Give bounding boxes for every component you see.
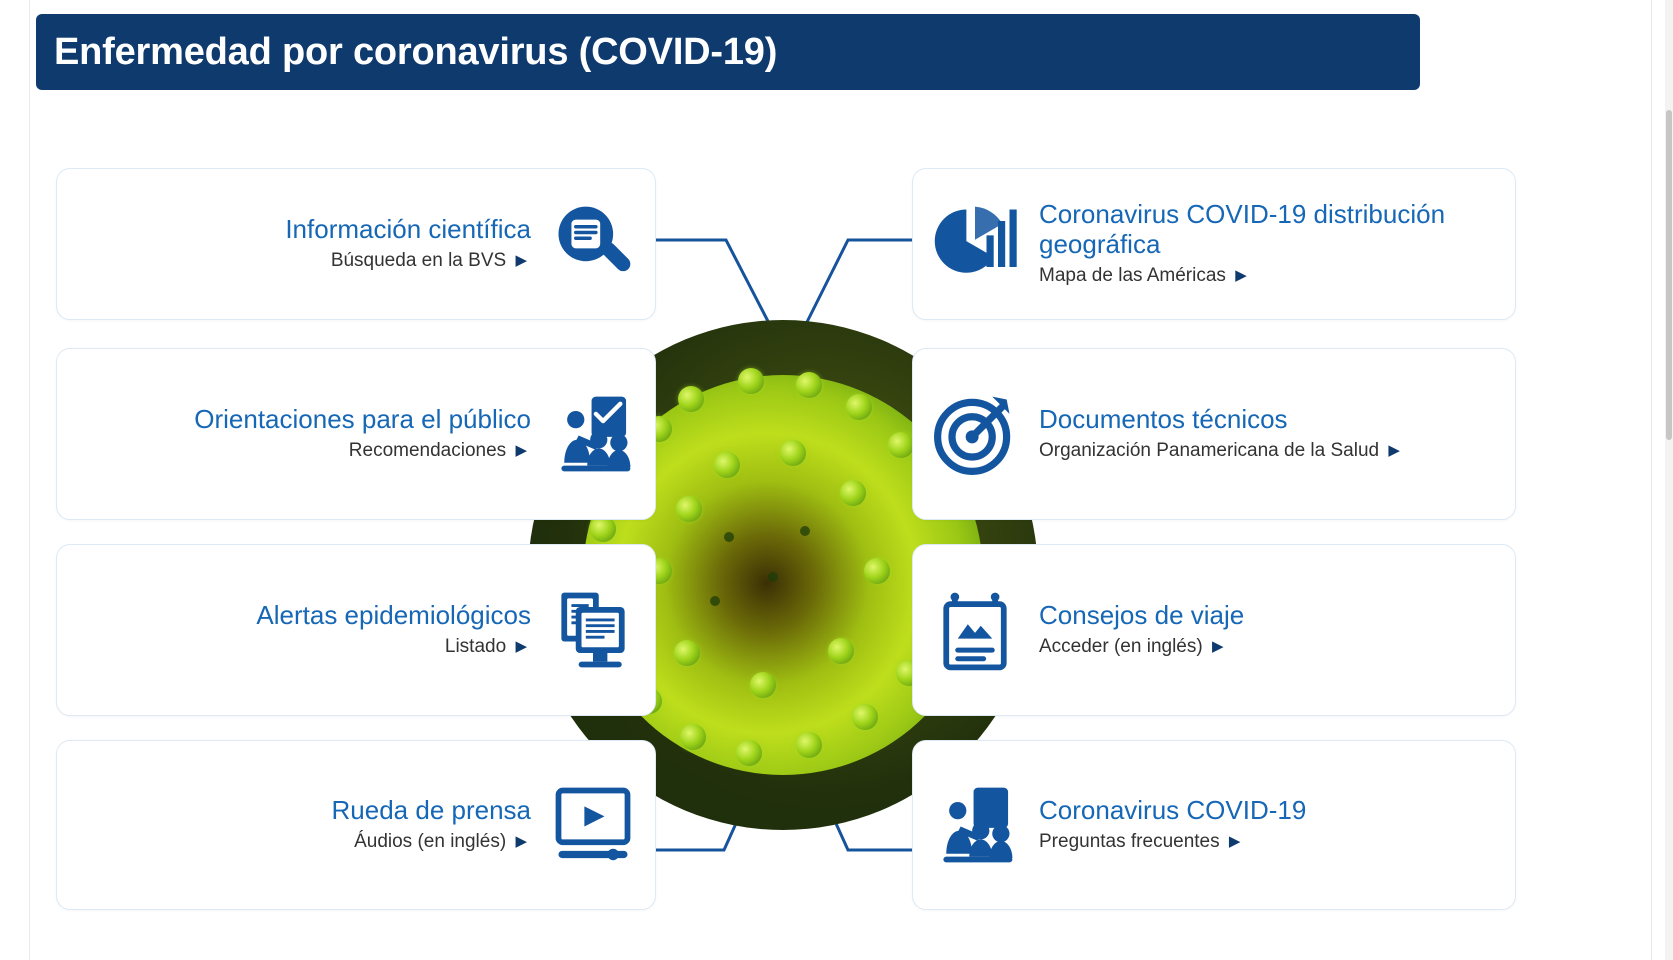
- card-text: [256, 601, 531, 659]
- card-distribucion-geografica[interactable]: [912, 168, 1516, 320]
- card-alertas-epidemiologicos[interactable]: [56, 544, 656, 716]
- card-subtitle-text: Recomendaciones: [348, 440, 507, 462]
- card-subtitle: [1039, 265, 1251, 288]
- card-text: [332, 796, 531, 854]
- magnifier-document-icon: [545, 196, 641, 292]
- presenter-audience-icon: [927, 777, 1023, 873]
- card-title: Alertas epidemiológicos: [256, 600, 531, 631]
- card-consejos-de-viaje[interactable]: [912, 544, 1516, 716]
- card-title: Rueda de prensa: [331, 795, 531, 826]
- card-title: Información científica: [285, 214, 531, 245]
- arrow-icon: ▶: [1211, 638, 1224, 656]
- card-subtitle-text: Listado: [444, 636, 507, 658]
- card-text: [285, 215, 531, 273]
- card-title: Coronavirus COVID-19: [1039, 795, 1307, 826]
- arrow-icon: ▶: [1235, 266, 1247, 284]
- card-rueda-de-prensa[interactable]: [56, 740, 656, 910]
- card-subtitle: [1039, 440, 1404, 463]
- arrow-icon: ▶: [1388, 442, 1400, 460]
- card-subtitle-text: Preguntas frecuentes: [1039, 831, 1220, 853]
- card-text: [1039, 601, 1244, 659]
- documents-screen-icon: [545, 582, 641, 678]
- card-subtitle: [1039, 636, 1228, 659]
- scrollbar-thumb[interactable]: [1666, 110, 1672, 440]
- card-title: Documentos técnicos: [1039, 404, 1288, 435]
- card-orientaciones-publico[interactable]: [56, 348, 656, 520]
- video-player-icon: [545, 777, 641, 873]
- clipboard-mountain-icon: [927, 582, 1023, 678]
- card-text: [194, 405, 531, 463]
- presenter-audience-icon: [545, 386, 641, 482]
- card-preguntas-frecuentes[interactable]: [912, 740, 1516, 910]
- card-subtitle-text: Búsqueda en la BVS: [330, 250, 507, 272]
- card-title: Consejos de viaje: [1039, 600, 1245, 631]
- page-left-margin: [0, 0, 30, 960]
- card-subtitle: [349, 440, 531, 463]
- card-documentos-tecnicos[interactable]: [912, 348, 1516, 520]
- card-informacion-cientifica[interactable]: [56, 168, 656, 320]
- card-subtitle-text: Áudios (en inglés): [354, 831, 507, 853]
- card-subtitle-text: Mapa de las Américas: [1039, 264, 1226, 286]
- arrow-icon: ▶: [515, 638, 527, 656]
- arrow-icon: ▶: [515, 252, 527, 270]
- card-text: [1039, 405, 1404, 463]
- card-subtitle: [1039, 831, 1244, 854]
- card-subtitle: [331, 250, 531, 273]
- arrow-icon: ▶: [515, 833, 527, 851]
- pie-bar-chart-icon: [927, 196, 1023, 292]
- card-subtitle: [445, 636, 531, 659]
- card-title: Coronavirus COVID-19 distribución geográfica: [1039, 199, 1446, 259]
- vertical-scrollbar[interactable]: [1665, 0, 1673, 960]
- page-header: [36, 14, 1420, 90]
- card-subtitle-text: Acceder (en inglés): [1039, 636, 1203, 658]
- card-text: [1039, 796, 1306, 854]
- target-arrow-icon: [927, 386, 1023, 482]
- infographic: [36, 150, 1536, 940]
- card-subtitle-text: Organización Panamericana de la Salud: [1039, 440, 1380, 462]
- page-title: Enfermedad por coronavirus (COVID-19): [54, 30, 778, 73]
- arrow-icon: ▶: [515, 442, 527, 460]
- arrow-icon: ▶: [1228, 833, 1241, 851]
- card-subtitle: [354, 831, 531, 854]
- card-text: [1039, 200, 1501, 287]
- card-title: Orientaciones para el público: [194, 404, 531, 435]
